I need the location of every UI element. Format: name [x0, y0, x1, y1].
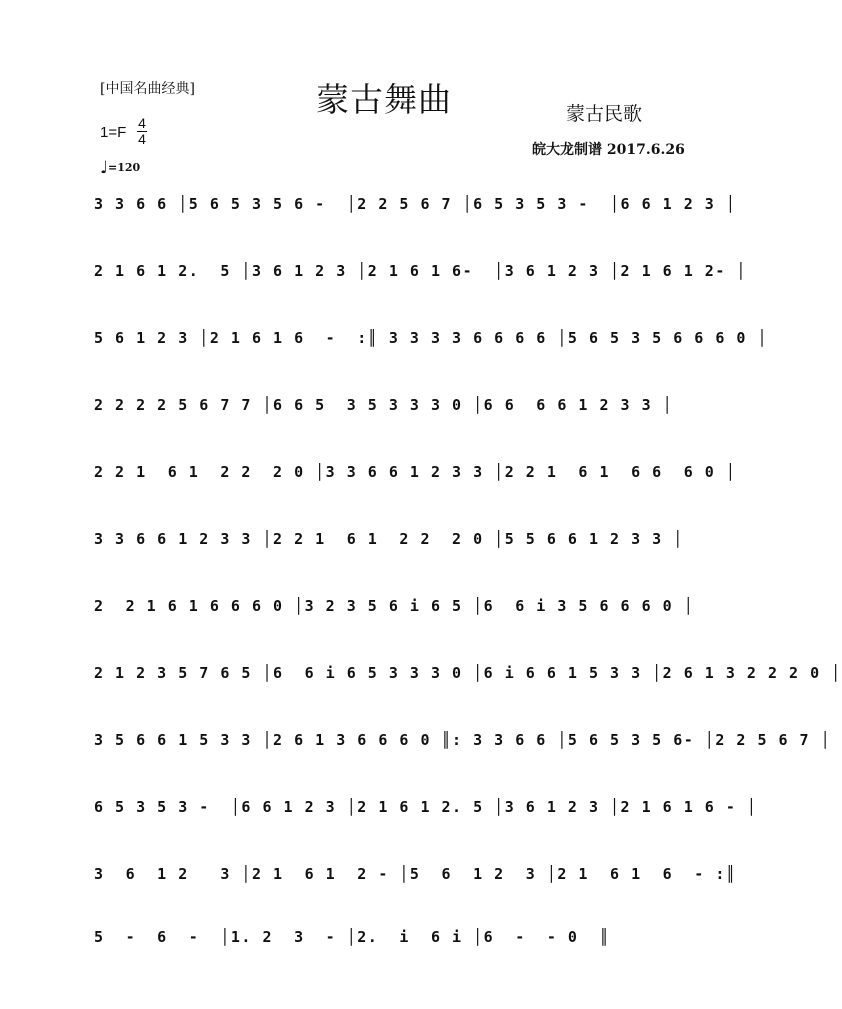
- score-line-6: 3 3 6 6 1 2 3 3 │2 2 1 6 1 2 2 2 0 │5 5 6 6 1 2 3 3 │: [94, 530, 684, 548]
- score-line-3: 5 6 1 2 3 │2 1 6 1 6 - :║ 3 3 3 3 6 6 6 6 │5 6 5 3 5 6 6 6 0 │: [94, 329, 768, 347]
- score-line-12: 5 - 6 - │1. 2 3 - │2. i 6 i │6 - - 0 ║: [94, 928, 611, 946]
- song-origin: 蒙古民歌: [566, 103, 643, 125]
- time-signature: [136, 116, 148, 147]
- score-line-9: 3 5 6 6 1 5 3 3 │2 6 1 3 6 6 6 0 ║: 3 3 6 6 │5 6 5 3 5 6- │2 2 5 6 7 │: [94, 731, 832, 749]
- time-signature-bottom: 4: [138, 131, 146, 147]
- score-line-7: 2 2 1 6 1 6 6 6 0 │3 2 3 5 6 i 6 5 │6 6 i 3 5 6 6 6 0 │: [94, 597, 695, 615]
- score-line-11: 3 6 1 2 3 │2 1 6 1 2 - │5 6 1 2 3 │2 1 6 1 6 - :║: [94, 865, 737, 883]
- quarter-note-icon: ♩: [100, 158, 109, 178]
- score-line-2: 2 1 6 1 2. 5 │3 6 1 2 3 │2 1 6 1 6- │3 6 1 2 3 │2 1 6 1 2- │: [94, 262, 747, 280]
- key-signature: 1=F: [100, 124, 127, 141]
- time-signature-top: 4: [138, 115, 146, 131]
- score-line-4: 2 2 2 2 5 6 7 7 │6 6 5 3 5 3 3 3 0 │6 6 6 6 1 2 3 3 │: [94, 396, 674, 414]
- tempo-marking: [100, 158, 140, 178]
- tempo-value: =120: [108, 161, 141, 174]
- scribe-credit: 皖大龙制谱 2017.6.26: [532, 142, 685, 158]
- score-line-10: 6 5 3 5 3 - │6 6 1 2 3 │2 1 6 1 2. 5 │3 6 1 2 3 │2 1 6 1 6 - │: [94, 798, 758, 816]
- score-line-8: 2 1 2 3 5 7 6 5 │6 6 i 6 5 3 3 3 0 │6 i 6 6 1 5 3 3 │2 6 1 3 2 2 2 0 │: [94, 664, 842, 682]
- song-title: 蒙古舞曲: [316, 80, 452, 119]
- series-label: [中国名曲经典]: [100, 81, 195, 97]
- score-line-1: 3 3 6 6 │5 6 5 3 5 6 - │2 2 5 6 7 │6 5 3 5 3 - │6 6 1 2 3 │: [94, 195, 737, 213]
- score-line-5: 2 2 1 6 1 2 2 2 0 │3 3 6 6 1 2 3 3 │2 2 1 6 1 6 6 6 0 │: [94, 463, 737, 481]
